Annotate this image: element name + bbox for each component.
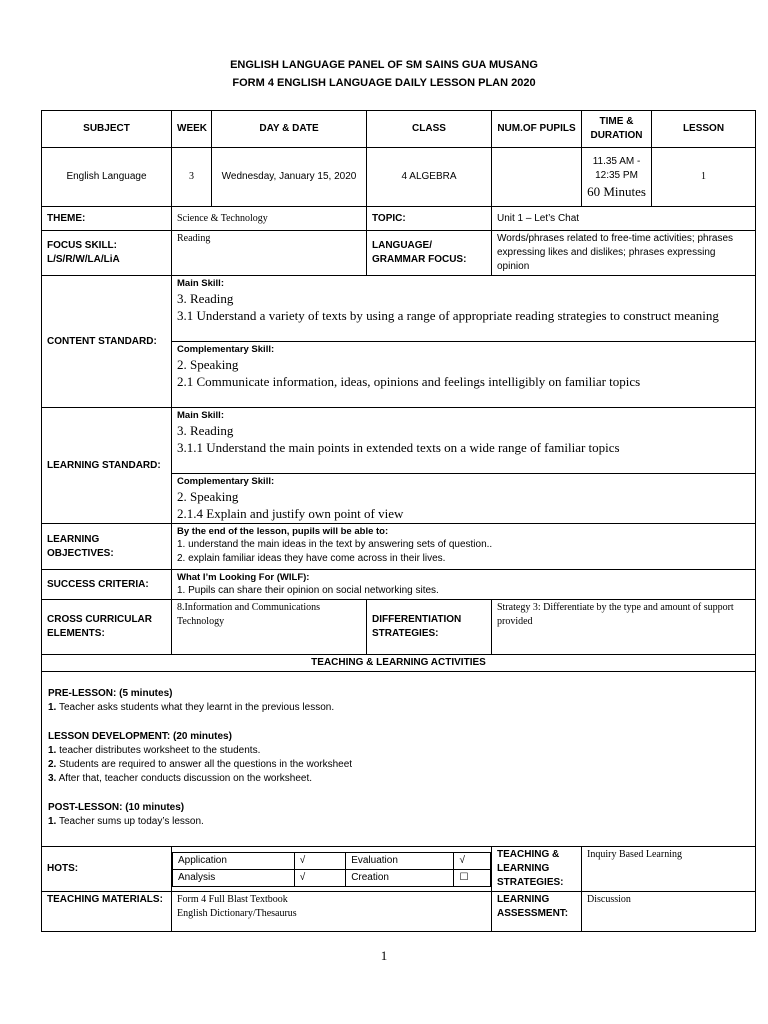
differentiation-value: Strategy 3: Differentiate by the type and amount of support provided [492,600,756,655]
hots-creation-label: Creation [346,869,454,886]
success-criteria-value [172,570,756,600]
focus-skill-value: Reading [172,231,367,276]
content-standard-complementary [172,342,756,408]
hots-analysis-label: Analysis [173,869,295,886]
content-standard-main-row [42,276,756,342]
cross-curricular-value: 8.Information and Communications Technology [172,600,367,655]
hots-grid [172,847,492,892]
time-value: 11.35 AM - 12:35 PM [592,155,641,181]
success-criteria-row [42,570,756,600]
content-standard-main [172,276,756,342]
teaching-material-item: English Dictionary/Thesaurus [177,908,297,919]
hots-creation-checkbox: ☐ [454,869,491,886]
lesson-info-row [42,148,756,207]
col-subject: SUBJECT [42,111,172,148]
main-skill-label: Main Skill: [177,278,224,289]
focus-skill-label: FOCUS SKILL: L/S/R/W/LA/LiA [42,231,172,276]
complementary-skill-label: Complementary Skill: [177,344,275,355]
learning-assessment-value: Discussion [582,892,756,932]
week-value: 3 [172,148,212,207]
col-day-date: DAY & DATE [212,111,367,148]
hots-evaluation-mark: √ [454,852,491,869]
objective-item: 1. understand the main ideas in the text by answering sets of question.. [177,539,493,550]
teaching-strategies-label: TEACHING & LEARNING STRATEGIES: [492,847,582,892]
learning-standard-main-row [42,408,756,474]
language-focus-label: LANGUAGE/ GRAMMAR FOCUS: [367,231,492,276]
learning-objectives-row [42,524,756,570]
objective-item: 2. explain familiar ideas they have come across in their lives. [177,553,446,564]
complementary-skill-text: 2.1 Communicate information, ideas, opinions and feelings intelligibly on familiar topics [177,374,641,389]
language-focus-value: Words/phrases related to free-time activities; phrases expressing likes and dislikes; phrases expressing opinion [492,231,756,276]
focus-skill-row [42,231,756,276]
content-standard-label: CONTENT STANDARD: [42,276,172,408]
col-time-duration: TIME & DURATION [582,111,652,148]
post-lesson-heading: POST-LESSON: (10 minutes) [48,802,185,813]
main-skill-name: 3. Reading [177,291,234,306]
lesson-value: 1 [652,148,756,207]
learning-standard-label: LEARNING STANDARD: [42,408,172,524]
activities-heading: TEACHING & LEARNING ACTIVITIES [42,655,756,672]
differentiation-label: DIFFERENTIATION STRATEGIES: [367,600,492,655]
cross-curricular-row [42,600,756,655]
learning-standard-main [172,408,756,474]
success-criteria-item: 1. Pupils can share their opinion on social networking sites. [177,585,439,596]
lesson-plan-table [41,110,756,932]
complementary-skill-text: 2.1.4 Explain and justify own point of view [177,506,404,521]
learning-assessment-label: LEARNING ASSESSMENT: [492,892,582,932]
header-line-1: ENGLISH LANGUAGE PANEL OF SM SAINS GUA MUSANG [230,59,538,71]
teaching-materials-value [172,892,492,932]
activities-row [42,672,756,847]
learning-objectives-label: LEARNING OBJECTIVES: [42,524,172,570]
subject-value: English Language [42,148,172,207]
activities-heading-row [42,655,756,672]
teaching-materials-label: TEACHING MATERIALS: [42,892,172,932]
hots-evaluation-label: Evaluation [346,852,454,869]
column-header-row [42,111,756,148]
main-skill-name: 3. Reading [177,423,234,438]
pre-lesson-item: 1. Teacher asks students what they learnt in the previous lesson. [48,702,335,713]
hots-row [42,847,756,892]
teaching-strategies-value: Inquiry Based Learning [582,847,756,892]
development-item: 2. Students are required to answer all the questions in the worksheet [48,759,353,770]
post-lesson-item: 1. Teacher sums up today’s lesson. [48,816,204,827]
main-skill-label: Main Skill: [177,410,224,421]
learning-standard-complementary [172,474,756,524]
activities-body [42,672,756,847]
main-skill-text: 3.1 Understand a variety of texts by using a range of appropriate reading strategies to construct meaning [177,308,719,323]
objectives-intro: By the end of the lesson, pupils will be able to: [177,526,389,537]
development-item: 1. teacher distributes worksheet to the students. [48,745,261,756]
topic-label: TOPIC: [367,207,492,231]
topic-value: Unit 1 – Let’s Chat [492,207,756,231]
development-item: 3. After that, teacher conducts discussion on the worksheet. [48,773,313,784]
pre-lesson-heading: PRE-LESSON: (5 minutes) [48,688,173,699]
complementary-skill-label: Complementary Skill: [177,476,275,487]
theme-value: Science & Technology [172,207,367,231]
lesson-development-heading: LESSON DEVELOPMENT: (20 minutes) [48,731,232,742]
col-week: WEEK [172,111,212,148]
header-line-2: FORM 4 ENGLISH LANGUAGE DAILY LESSON PLAN 2020 [232,77,536,89]
page-number: 1 [380,948,388,963]
col-class: CLASS [367,111,492,148]
col-lesson: LESSON [652,111,756,148]
time-duration-value [582,148,652,207]
num-pupils-value [492,148,582,207]
col-num-pupils: NUM.OF PUPILS [492,111,582,148]
hots-label: HOTS: [42,847,172,892]
hots-application-mark: √ [294,852,345,869]
teaching-material-item: Form 4 Full Blast Textbook [177,894,288,905]
hots-table [172,852,491,887]
main-skill-text: 3.1.1 Understand the main points in extended texts on a wide range of familiar topics [177,440,620,455]
complementary-skill-name: 2. Speaking [177,357,239,372]
cross-curricular-label: CROSS CURRICULAR ELEMENTS: [42,600,172,655]
learning-objectives-value [172,524,756,570]
theme-row [42,207,756,231]
duration-value: 60 Minutes [587,183,646,199]
teaching-materials-row [42,892,756,932]
hots-analysis-mark: √ [294,869,345,886]
class-value: 4 ALGEBRA [367,148,492,207]
hots-application-label: Application [173,852,295,869]
theme-label: THEME: [42,207,172,231]
wilf-intro: What I’m Looking For (WILF): [177,572,310,583]
complementary-skill-name: 2. Speaking [177,489,239,504]
day-date-value: Wednesday, January 15, 2020 [212,148,367,207]
success-criteria-label: SUCCESS CRITERIA: [42,570,172,600]
